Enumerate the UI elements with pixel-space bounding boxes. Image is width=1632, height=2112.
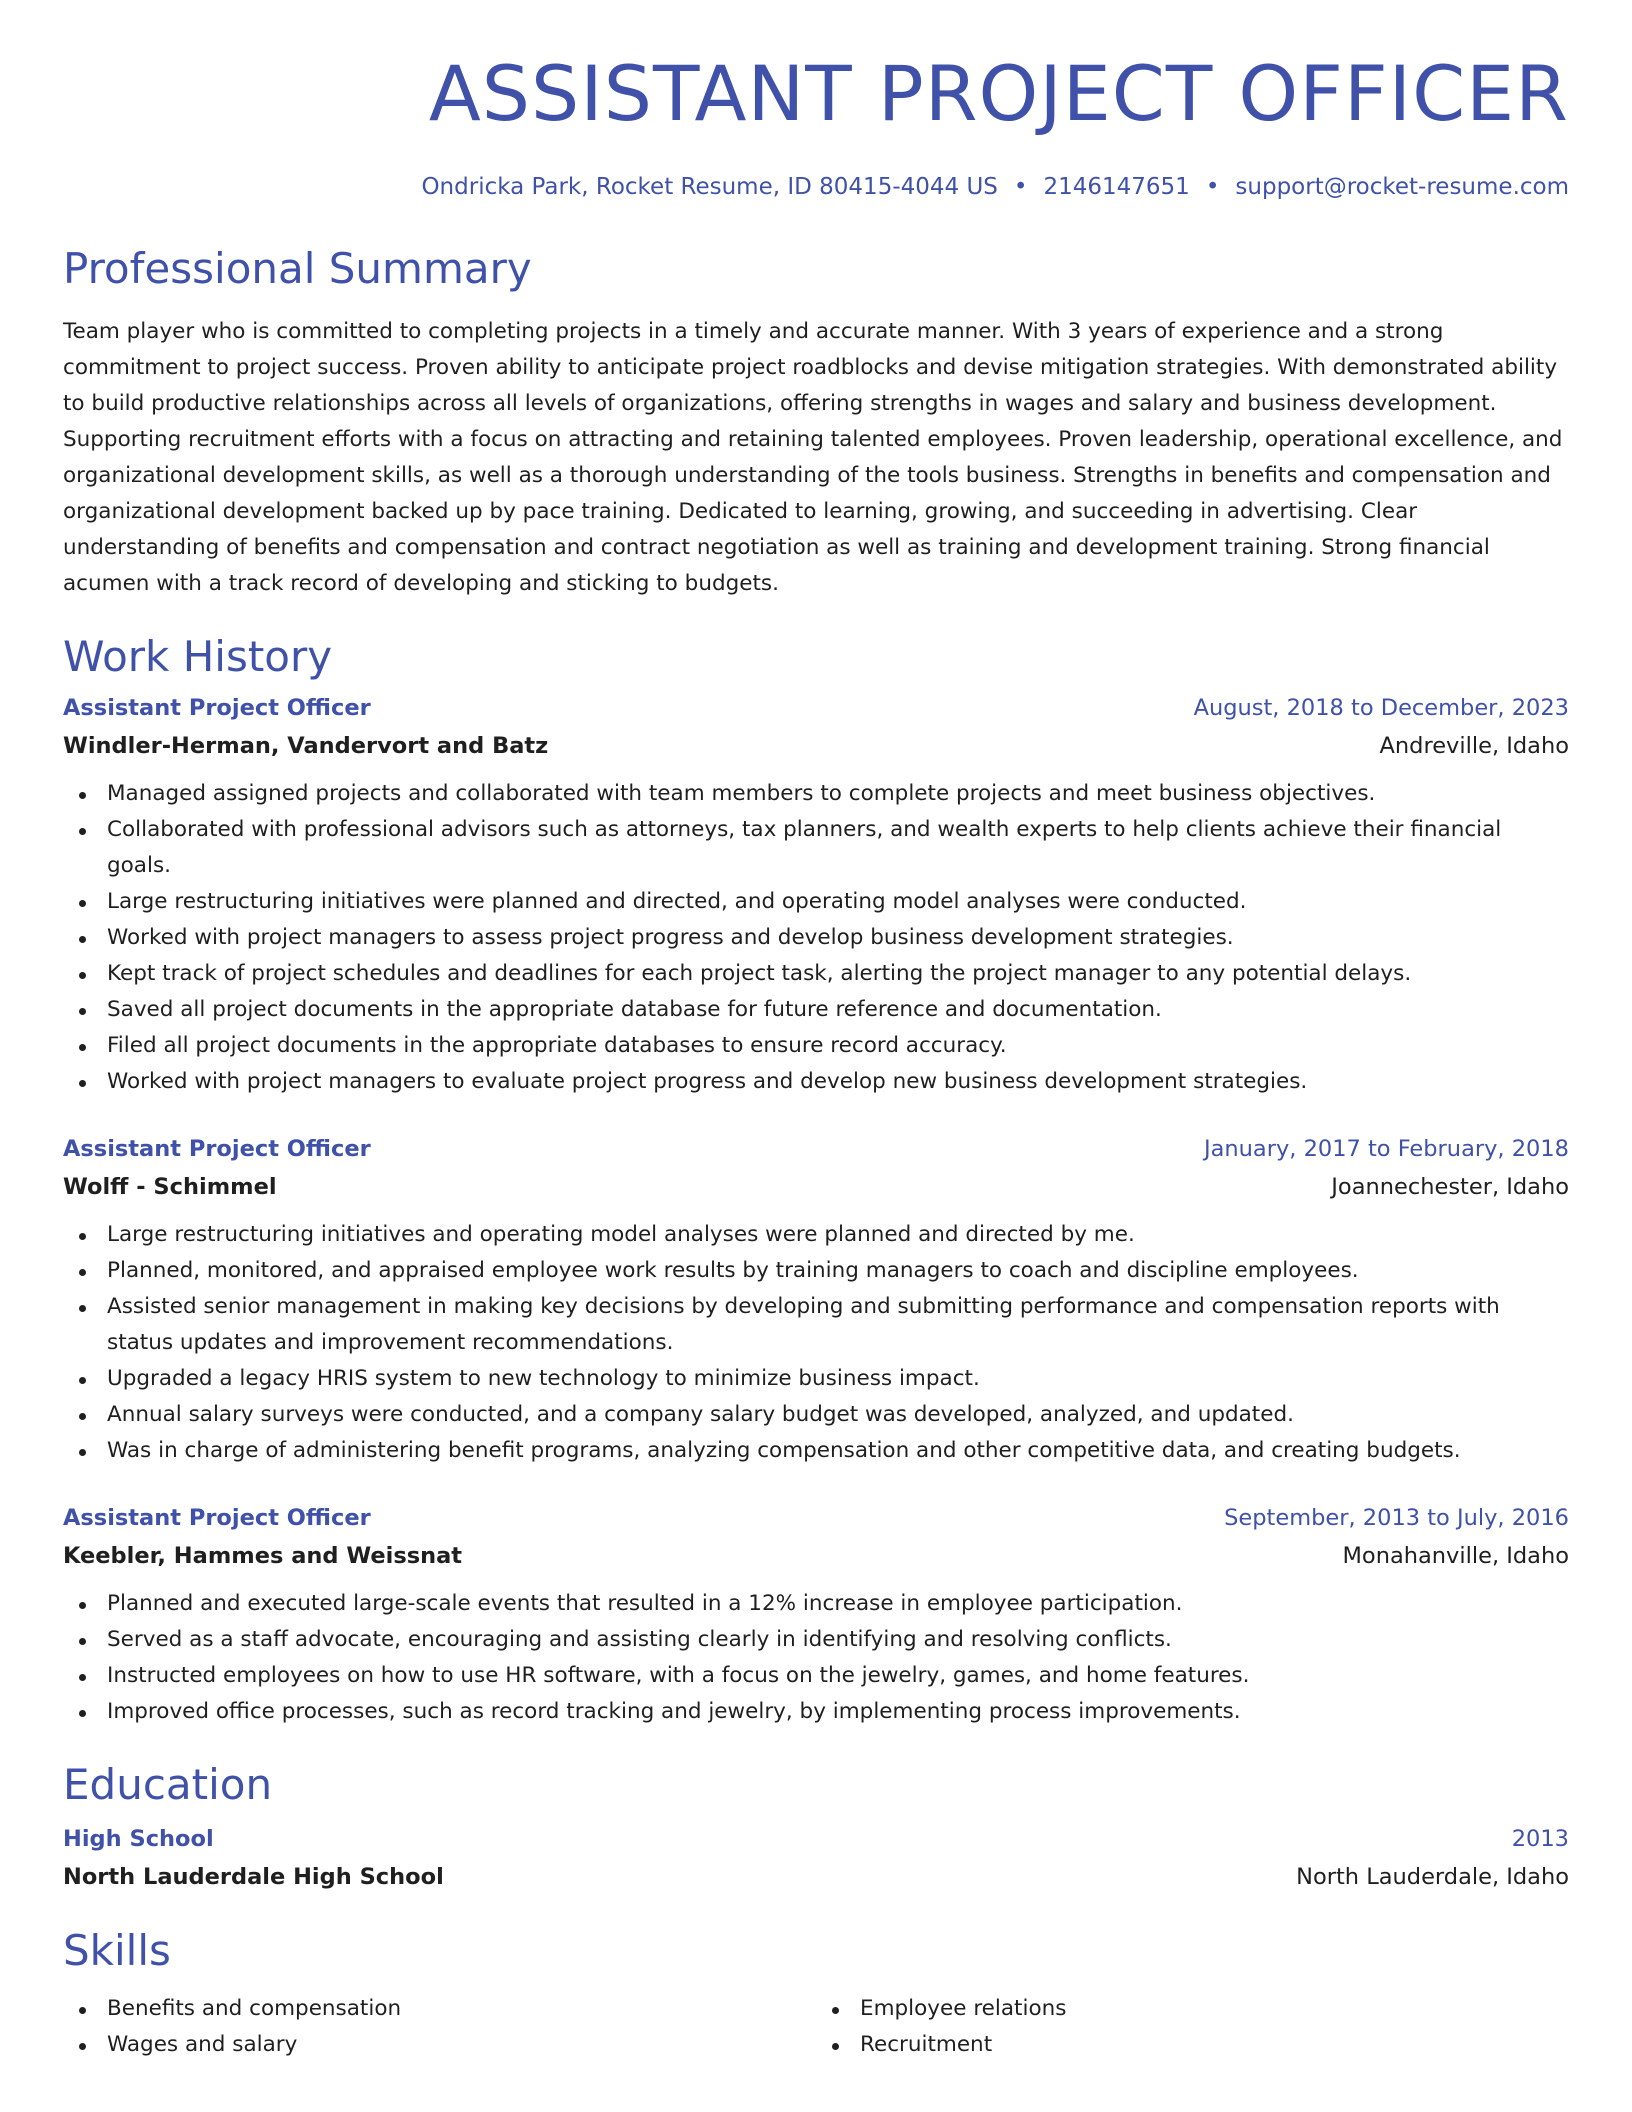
job-location: Andreville, Idaho bbox=[1379, 732, 1569, 759]
job-bullet bbox=[63, 956, 1569, 992]
job-company-row bbox=[63, 733, 1569, 759]
skills-section bbox=[63, 1926, 1569, 2062]
bullet-dot-icon bbox=[79, 972, 86, 979]
skill-text: Wages and salary bbox=[107, 2031, 298, 2057]
bullet-dot-icon bbox=[832, 2043, 839, 2050]
bullet-dot-icon bbox=[79, 1233, 86, 1240]
job-role: Assistant Project Officer bbox=[63, 694, 371, 721]
job-bullet bbox=[63, 812, 1569, 884]
bullet-dot-icon bbox=[79, 2007, 86, 2014]
job-location: Joannechester, Idaho bbox=[1331, 1173, 1569, 1200]
bullet-dot-icon bbox=[79, 1269, 86, 1276]
job-bullet bbox=[63, 1397, 1569, 1433]
job-bullet bbox=[63, 1433, 1569, 1469]
job-bullet bbox=[63, 1361, 1569, 1397]
contact-phone: 2146147651 bbox=[1043, 174, 1190, 200]
bullet-text: Planned, monitored, and appraised employee work results by training managers to coach and discipline employees. bbox=[107, 1257, 1359, 1283]
education-location: North Lauderdale, Idaho bbox=[1296, 1864, 1569, 1891]
bullet-dot-icon bbox=[79, 1377, 86, 1384]
bullet-text: Large restructuring initiatives and operating model analyses were planned and directed by me. bbox=[107, 1221, 1135, 1247]
bullet-text: Upgraded a legacy HRIS system to new technology to minimize business impact. bbox=[107, 1365, 980, 1391]
section-heading-summary: Professional Summary bbox=[63, 244, 532, 293]
skills-grid bbox=[63, 1991, 1569, 2063]
job-company: Windler-Herman, Vandervort and Batz bbox=[63, 732, 549, 759]
job-header-row bbox=[63, 1136, 1569, 1162]
skills-column-left bbox=[63, 1991, 816, 2063]
education-header-row bbox=[63, 1826, 1569, 1852]
education-section bbox=[63, 1760, 1569, 1890]
skill-text: Benefits and compensation bbox=[107, 1995, 402, 2021]
bullet-text: Filed all project documents in the appropriate databases to ensure record accuracy. bbox=[107, 1032, 1007, 1058]
professional-summary-section bbox=[63, 244, 1569, 602]
job-bullet bbox=[63, 1289, 1569, 1361]
skills-column-right bbox=[816, 1991, 1569, 2063]
skill-item bbox=[63, 1991, 816, 2027]
skill-item bbox=[63, 2027, 816, 2063]
job-bullets bbox=[63, 776, 1569, 1100]
bullet-dot-icon bbox=[79, 1080, 86, 1087]
job-role: Assistant Project Officer bbox=[63, 1135, 371, 1162]
resume-title: ASSISTANT PROJECT OFFICER bbox=[428, 49, 1569, 138]
section-heading-education: Education bbox=[63, 1759, 273, 1809]
job-bullet bbox=[63, 1658, 1569, 1694]
job-bullets bbox=[63, 1217, 1569, 1469]
section-heading-work-history: Work History bbox=[63, 632, 333, 682]
job-dates: September, 2013 to July, 2016 bbox=[1224, 1504, 1569, 1531]
job-entry bbox=[63, 1136, 1569, 1469]
skill-text: Employee relations bbox=[860, 1995, 1067, 2021]
bullet-text: Instructed employees on how to use HR software, with a focus on the jewelry, games, and home features. bbox=[107, 1662, 1250, 1688]
job-bullet bbox=[63, 1253, 1569, 1289]
job-bullet bbox=[63, 1622, 1569, 1658]
bullet-dot-icon bbox=[79, 1044, 86, 1051]
bullet-dot-icon bbox=[79, 792, 86, 799]
skill-item bbox=[816, 2027, 1569, 2063]
work-history-section bbox=[63, 632, 1569, 1729]
job-bullet bbox=[63, 776, 1569, 812]
job-bullet bbox=[63, 1586, 1569, 1622]
contact-line bbox=[63, 174, 1569, 200]
bullet-dot-icon bbox=[832, 2007, 839, 2014]
contact-address: Ondricka Park, Rocket Resume, ID 80415-4044 US bbox=[421, 174, 998, 200]
bullet-dot-icon bbox=[79, 1008, 86, 1015]
bullet-text: Managed assigned projects and collaborated with team members to complete projects and meet business objectives. bbox=[107, 780, 1376, 806]
job-bullet bbox=[63, 1064, 1569, 1100]
bullet-dot-icon bbox=[79, 1674, 86, 1681]
bullet-text: Annual salary surveys were conducted, and a company salary budget was developed, analyzed, and updated. bbox=[107, 1401, 1294, 1427]
education-degree: High School bbox=[63, 1826, 214, 1853]
bullet-text: Served as a staff advocate, encouraging and assisting clearly in identifying and resolving conflicts. bbox=[107, 1626, 1172, 1652]
job-bullet bbox=[63, 1028, 1569, 1064]
education-school-row bbox=[63, 1864, 1569, 1890]
bullet-text: Assisted senior management in making key decisions by developing and submitting performance and compensation reports with status updates and improvement recommendations. bbox=[107, 1293, 1500, 1355]
contact-separator: • bbox=[1205, 174, 1220, 200]
bullet-dot-icon bbox=[79, 2043, 86, 2050]
skill-item bbox=[816, 1991, 1569, 2027]
bullet-text: Worked with project managers to evaluate project progress and develop new business development strategies. bbox=[107, 1068, 1308, 1094]
bullet-text: Improved office processes, such as record tracking and jewelry, by implementing process improvements. bbox=[107, 1698, 1241, 1724]
job-bullets bbox=[63, 1586, 1569, 1730]
job-bullet bbox=[63, 1694, 1569, 1730]
job-bullet bbox=[63, 884, 1569, 920]
bullet-dot-icon bbox=[79, 1449, 86, 1456]
education-entry bbox=[63, 1826, 1569, 1890]
bullet-dot-icon bbox=[79, 1710, 86, 1717]
job-location: Monahanville, Idaho bbox=[1342, 1542, 1569, 1569]
bullet-text: Collaborated with professional advisors such as attorneys, tax planners, and wealth experts to help clients achieve their financial goals. bbox=[107, 816, 1502, 878]
job-dates: January, 2017 to February, 2018 bbox=[1203, 1135, 1569, 1162]
skill-text: Recruitment bbox=[860, 2031, 993, 2057]
bullet-dot-icon bbox=[79, 1305, 86, 1312]
bullet-dot-icon bbox=[79, 1413, 86, 1420]
contact-separator: • bbox=[1013, 174, 1028, 200]
job-header-row bbox=[63, 1505, 1569, 1531]
bullet-text: Worked with project managers to assess project progress and develop business development strategies. bbox=[107, 924, 1234, 950]
education-year: 2013 bbox=[1511, 1826, 1569, 1853]
education-school: North Lauderdale High School bbox=[63, 1864, 444, 1891]
bullet-text: Saved all project documents in the appropriate database for future reference and documentation. bbox=[107, 996, 1162, 1022]
section-heading-skills: Skills bbox=[63, 1926, 171, 1976]
job-bullet bbox=[63, 920, 1569, 956]
job-company-row bbox=[63, 1543, 1569, 1569]
job-entry bbox=[63, 1505, 1569, 1730]
job-bullet bbox=[63, 1217, 1569, 1253]
resume-header bbox=[63, 0, 1569, 200]
job-company: Wolff - Schimmel bbox=[63, 1173, 277, 1200]
job-dates: August, 2018 to December, 2023 bbox=[1193, 694, 1569, 721]
bullet-dot-icon bbox=[79, 1602, 86, 1609]
bullet-text: Kept track of project schedules and deadlines for each project task, alerting the project manager to any potential delays. bbox=[107, 960, 1412, 986]
bullet-text: Large restructuring initiatives were planned and directed, and operating model analyses were conducted. bbox=[107, 888, 1247, 914]
job-role: Assistant Project Officer bbox=[63, 1504, 371, 1531]
bullet-text: Planned and executed large-scale events that resulted in a 12% increase in employee participation. bbox=[107, 1590, 1183, 1616]
bullet-dot-icon bbox=[79, 900, 86, 907]
bullet-dot-icon bbox=[79, 1638, 86, 1645]
job-bullet bbox=[63, 992, 1569, 1028]
job-entry bbox=[63, 695, 1569, 1100]
bullet-text: Was in charge of administering benefit programs, analyzing compensation and other competitive data, and creating budgets. bbox=[107, 1437, 1461, 1463]
contact-email: support@rocket-resume.com bbox=[1235, 174, 1569, 200]
summary-text: Team player who is committed to completing projects in a timely and accurate manner. With 3 years of experience and a strong commitment to project success. Proven ability to anticipate project roadblocks and devise mitigation strategies. With demonstrated ability to build productive relationships across all levels of organizations, offering strengths in wages and salary and business development. Supporting recruitment efforts with a focus on attracting and retaining talented employees. Proven leadership, operational excellence, and organizational development skills, as well as a thorough understanding of the tools business. Strengths in benefits and compensation and organizational development backed up by pace training. Dedicated to learning, growing, and succeeding in advertising. Clear understanding of benefits and compensation and contract negotiation as well as training and development training. Strong financial acumen with a track record of developing and sticking to budgets. bbox=[63, 319, 1563, 597]
job-header-row bbox=[63, 695, 1569, 721]
bullet-dot-icon bbox=[79, 828, 86, 835]
bullet-dot-icon bbox=[79, 936, 86, 943]
job-company-row bbox=[63, 1174, 1569, 1200]
job-company: Keebler, Hammes and Weissnat bbox=[63, 1542, 463, 1569]
